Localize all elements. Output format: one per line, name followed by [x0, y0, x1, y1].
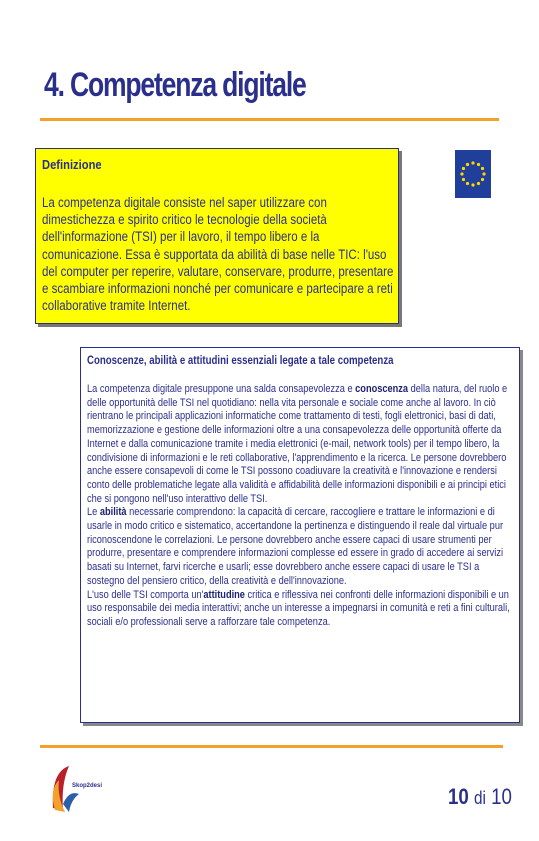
knowledge-p2-end: necessarie comprendono: la capacità di cercare, raccogliere e trattare le informazioni e di usarle in modo critico e sistematico, accertandone la pertinenza e distinguendo il reale dal virtuale pur riconoscendone le correlazioni. Le persone dovrebbero anche essere capaci di usare strumenti per produrre, presentare e comprendere informazioni complesse ed essere in grado di accedere ai servizi basati su Internet, farvi ricerche e usarli; esse dovrebbero anche essere capaci di usare le TSI a sostegno del pensiero critico, della creatività e dell'innovazione. — [87, 506, 504, 587]
eu-star — [466, 182, 469, 185]
knowledge-p2-start: Le — [87, 506, 100, 519]
definition-heading: Definizione — [42, 157, 102, 172]
organization-logo-icon — [45, 760, 125, 820]
knowledge-p1-start: La competenza digitale presuppone una salda consapevolezza e — [87, 383, 356, 395]
eu-star — [481, 178, 484, 181]
knowledge-p3-start: L'uso delle TSI comporta un' — [87, 588, 204, 601]
slide-title: 4. Competenza digitale — [44, 66, 306, 104]
eu-star — [482, 172, 485, 175]
eu-star — [462, 178, 465, 181]
knowledge-box — [80, 347, 520, 723]
eu-star — [462, 167, 465, 170]
knowledge-p1-end: della natura, del ruolo e delle opportunità delle TSI nel quotidiano: nella vita personale e sociale come anche al lavoro. In ciò rientrano le principali applicazioni informatiche come trattamento di testi, fogli elettronici, basi di dati, memorizzazione e gestione delle informazioni oltre a una consapevolezza delle opportunità offerte da Internet e dalla comunicazione tramite i media elettronici (e-mail, network tools) per il tempo libero, la condivisione di informazioni e le reti collaborative, l'apprendimento e la ricerca. Le persone dovrebbero anche essere consapevoli di come le TSI possono coadiuvare la creatività e l'innovazione e rendersi conto delle problematiche legate alla validità e affidabilità delle informazioni disponibili e ai principi etici che si pongono nell'uso interattivo delle TSI. — [87, 383, 508, 505]
footer-rule — [40, 745, 503, 748]
eu-star — [477, 182, 480, 185]
eu-star — [466, 163, 469, 166]
eu-star — [471, 161, 474, 164]
page-number — [448, 784, 512, 810]
knowledge-p3-bold: attitudine — [203, 588, 245, 601]
page-separator: di — [474, 788, 486, 808]
eu-star — [460, 172, 463, 175]
knowledge-heading: Conoscenze, abilità e attitudini essenziali legate a tale competenza — [87, 355, 394, 367]
page-current: 10 — [448, 784, 469, 809]
page-total: 10 — [491, 784, 512, 809]
eu-star — [471, 183, 474, 186]
title-underline — [40, 118, 499, 121]
eu-star — [477, 163, 480, 166]
eu-flag-icon — [455, 150, 491, 198]
definition-text: La competenza digitale consiste nel saper utilizzare con dimestichezza e spirito critico le tecnologie della società dell'informazione (TSI) per il lavoro, il tempo libero e la comunicazione. Essa è supportata da abilità di base nelle TIC: l'uso del computer per reperire, valutare, conservare, produrre, presentare e scambiare informazioni nonché per comunicare e partecipare a reti collaborative tramite Internet. — [42, 195, 394, 314]
knowledge-p3-end: critica e riflessiva nei confronti delle informazioni disponibili e un uso responsabile dei media interattivi; anche un interesse a impegnarsi in comunità e reti a fini culturali, sociali e/o professionali serve a rafforzare tale competenza. — [87, 588, 510, 628]
knowledge-p1-bold: conoscenza — [355, 383, 409, 395]
eu-star — [481, 167, 484, 170]
knowledge-p2-bold: abilità — [99, 506, 127, 519]
knowledge-text — [87, 383, 513, 630]
logo-name: Skop2desi — [72, 783, 103, 789]
definition-box — [35, 148, 399, 324]
